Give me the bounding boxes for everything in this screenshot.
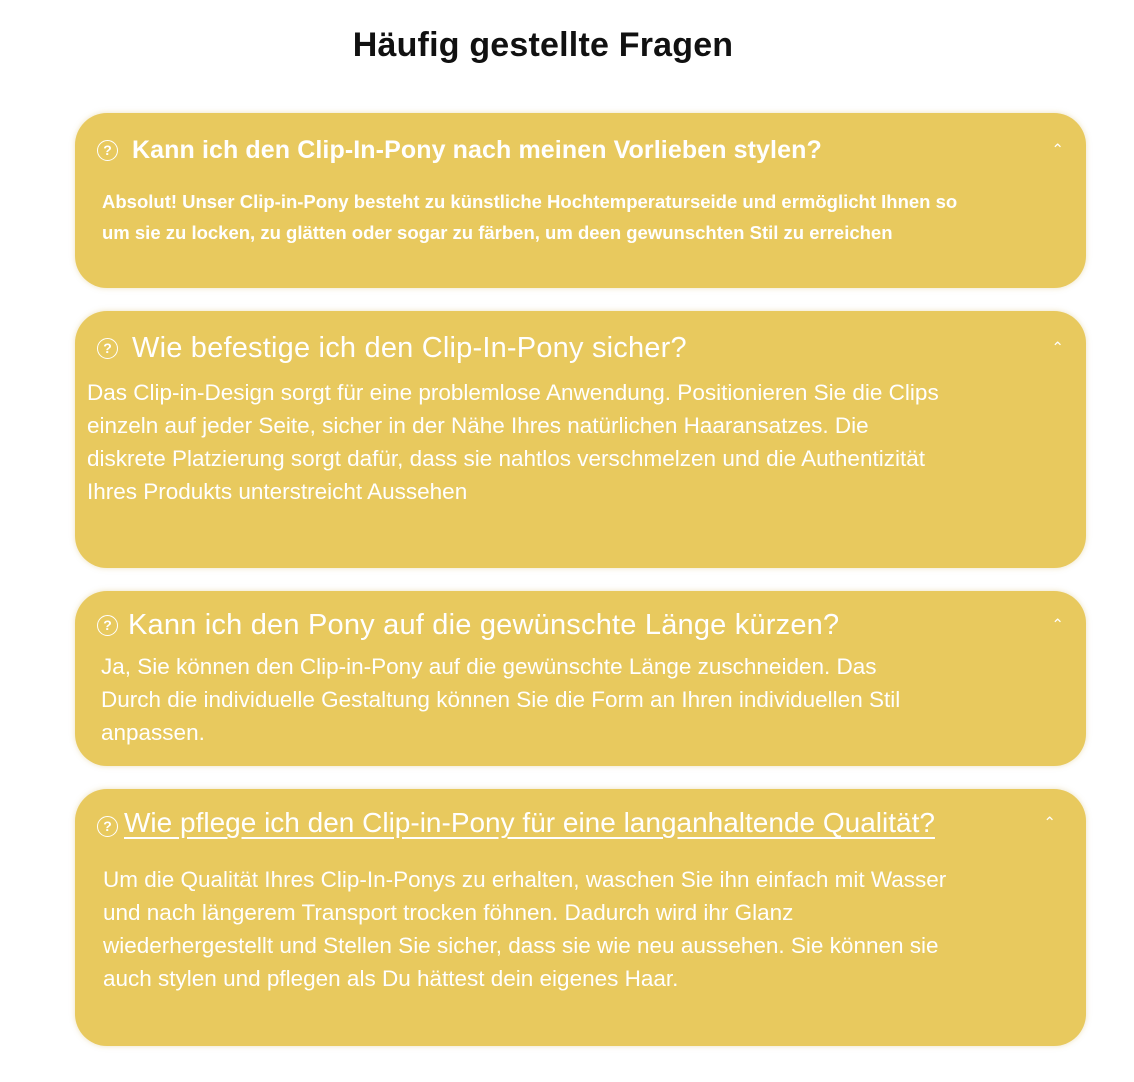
faq-question-text: Wie pflege ich den Clip-in-Pony für eine langanhaltende Qualität? [124,807,935,838]
question-circle-icon: ? [97,140,118,161]
chevron-up-icon[interactable]: ⌃ [1043,814,1056,832]
question-circle-icon: ? [97,816,118,837]
faq-question-row-care[interactable] [97,803,1064,843]
faq-question-text: Wie befestige ich den Clip-In-Pony sicher? [132,331,687,364]
faq-answer-line: Ihres Produkts unterstreicht Aussehen [87,479,468,504]
faq-answer-line: Durch die individuelle Gestaltung können Sie die Form an Ihren individuellen Stil [101,687,901,712]
faq-item-care [75,789,1086,1046]
faq-question-row-attach[interactable] [97,330,1064,366]
faq-answer [87,376,939,508]
faq-answer [102,186,957,248]
faq-question-text: Kann ich den Pony auf die gewünschte Länge kürzen? [128,608,840,641]
faq-question-row-styling[interactable] [97,135,1064,165]
faq-answer [101,650,900,749]
faq-answer-line: Absolut! Unser Clip-in-Pony besteht zu künstliche Hochtemperaturseide und ermöglicht Ihnen so [102,191,958,212]
faq-item-styling [75,113,1086,288]
question-circle-icon: ? [97,615,118,636]
chevron-up-icon[interactable]: ⌃ [1051,339,1064,357]
question-circle-icon: ? [97,338,118,359]
faq-question-text: Kann ich den Clip-In-Pony nach meinen Vorlieben stylen? [132,135,822,164]
faq-answer-line: Um die Qualität Ihres Clip-In-Ponys zu erhalten, waschen Sie ihn einfach mit Wasser [103,867,947,892]
faq-answer-line: einzeln auf jeder Seite, sicher in der Nähe Ihres natürlichen Haaransatzes. Die [87,413,869,438]
faq-answer-line: wiederhergestellt und Stellen Sie sicher, dass sie wie neu aussehen. Sie können sie [103,933,939,958]
faq-answer-line: Ja, Sie können den Clip-in-Pony auf die gewünschte Länge zuschneiden. Das [101,654,877,679]
faq-answer [103,863,946,995]
chevron-up-icon[interactable]: ⌃ [1051,616,1064,634]
faq-answer-line: anpassen. [101,720,205,745]
faq-item-length [75,591,1086,766]
faq-question-row-length[interactable] [97,607,1064,643]
faq-answer-line: Das Clip-in-Design sorgt für eine problemlose Anwendung. Positionieren Sie die Clips [87,380,939,405]
faq-answer-line: diskrete Platzierung sorgt dafür, dass sie nahtlos verschmelzen und die Authentizität [87,446,925,471]
chevron-up-icon[interactable]: ⌃ [1051,141,1064,159]
faq-item-attach [75,311,1086,568]
faq-answer-line: und nach längerem Transport trocken föhnen. Dadurch wird ihr Glanz [103,900,794,925]
faq-answer-line: um sie zu locken, zu glätten oder sogar zu färben, um deen gewunschten Stil zu erreichen [102,222,893,243]
page-title: Häufig gestellte Fragen [352,26,734,64]
faq-answer-line: auch stylen und pflegen als Du hättest dein eigenes Haar. [103,966,679,991]
